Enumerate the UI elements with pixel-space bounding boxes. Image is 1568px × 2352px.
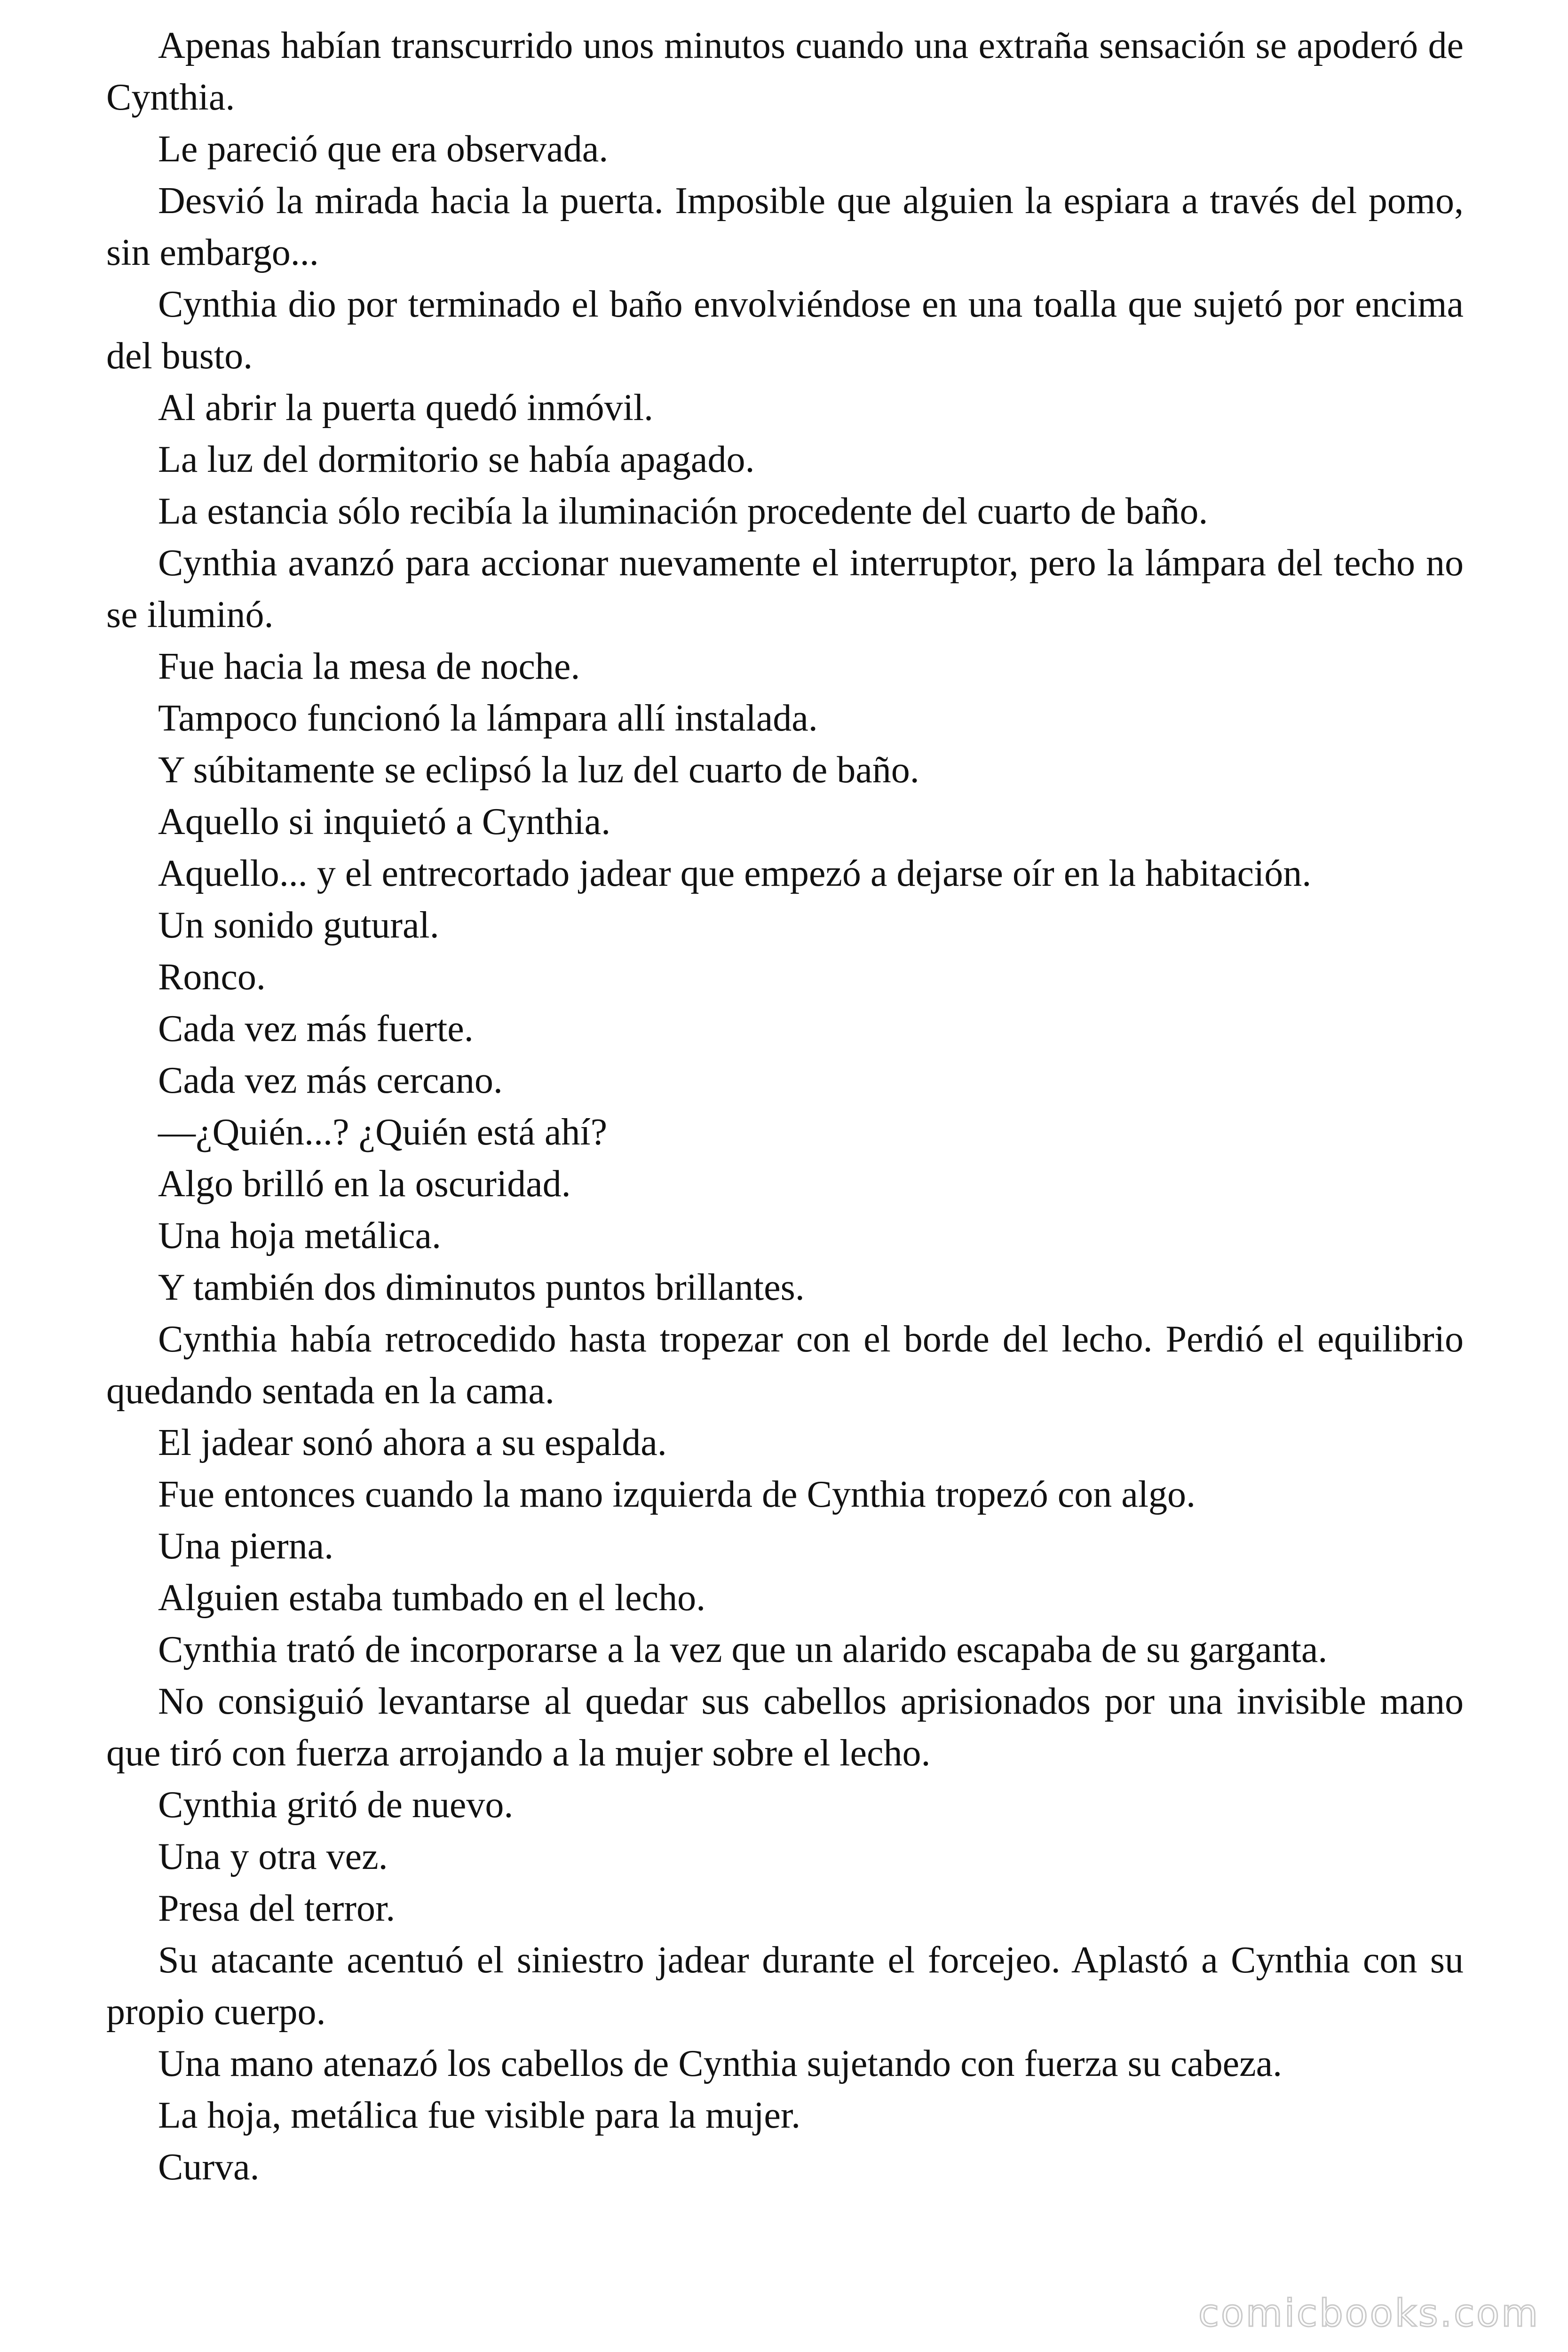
paragraph: No consiguió levantarse al quedar sus cabellos aprisionados por una invisible mano que tiró con fuerza arrojando a la mujer sobre el lecho. (106, 1681, 1464, 1774)
paragraph: La hoja, metálica fue visible para la mujer. (158, 2095, 801, 2136)
paragraph: Una y otra vez. (158, 1836, 388, 1877)
paragraph: Y también dos diminutos puntos brillantes. (158, 1267, 805, 1308)
paragraph: Curva. (158, 2146, 260, 2188)
paragraph: El jadear sonó ahora a su espalda. (158, 1422, 667, 1463)
paragraph: Cynthia había retrocedido hasta tropezar con el borde del lecho. Perdió el equilibrio quedando sentada en la cama. (106, 1319, 1464, 1412)
paragraph: Presa del terror. (158, 1888, 396, 1929)
paragraph: Una pierna. (158, 1526, 334, 1567)
watermark: comicbooks.com (1198, 2291, 1540, 2335)
paragraph: Cynthia dio por terminado el baño envolviéndose en una toalla que sujetó por encima del busto. (106, 284, 1464, 377)
paragraph: Cynthia gritó de nuevo. (158, 1784, 514, 1826)
paragraph: Una mano atenazó los cabellos de Cynthia sujetando con fuerza su cabeza. (158, 2043, 1283, 2084)
paragraph: Ronco. (158, 956, 266, 998)
paragraph: Una hoja metálica. (158, 1215, 441, 1256)
paragraph: Un sonido gutural. (158, 905, 439, 946)
paragraph: Fue entonces cuando la mano izquierda de Cynthia tropezó con algo. (158, 1474, 1196, 1515)
paragraph: Cynthia avanzó para accionar nuevamente el interruptor, pero la lámpara del techo no se iluminó. (106, 542, 1464, 636)
paragraph: Cynthia trató de incorporarse a la vez que un alarido escapaba de su garganta. (158, 1629, 1328, 1670)
paragraph: Apenas habían transcurrido unos minutos cuando una extraña sensación se apoderó de Cynthia. (106, 25, 1464, 118)
paragraph: Cada vez más cercano. (158, 1060, 503, 1101)
paragraph: —¿Quién...? ¿Quién está ahí? (158, 1112, 608, 1153)
paragraph: Aquello si inquietó a Cynthia. (158, 801, 611, 842)
paragraph: Cada vez más fuerte. (158, 1008, 474, 1049)
paragraph: La estancia sólo recibía la iluminación procedente del cuarto de baño. (158, 491, 1208, 532)
paragraph: Le pareció que era observada. (158, 128, 609, 170)
paragraph: Aquello... y el entrecortado jadear que empezó a dejarse oír en la habitación. (158, 853, 1312, 894)
paragraph: La luz del dormitorio se había apagado. (158, 439, 755, 480)
paragraph: Alguien estaba tumbado en el lecho. (158, 1577, 706, 1619)
paragraph: Desvió la mirada hacia la puerta. Imposible que alguien la espiara a través del pomo, sin embargo... (106, 180, 1464, 273)
paragraph: Y súbitamente se eclipsó la luz del cuarto de baño. (158, 749, 919, 791)
document-page (106, 20, 1464, 2193)
paragraph: Fue hacia la mesa de noche. (158, 646, 580, 687)
paragraph: Tampoco funcionó la lámpara allí instalada. (158, 698, 818, 739)
paragraph: Su atacante acentuó el siniestro jadear durante el forcejeo. Aplastó a Cynthia con su propio cuerpo. (106, 1939, 1464, 2033)
paragraph: Al abrir la puerta quedó inmóvil. (158, 387, 654, 429)
paragraph: Algo brilló en la oscuridad. (158, 1163, 571, 1205)
